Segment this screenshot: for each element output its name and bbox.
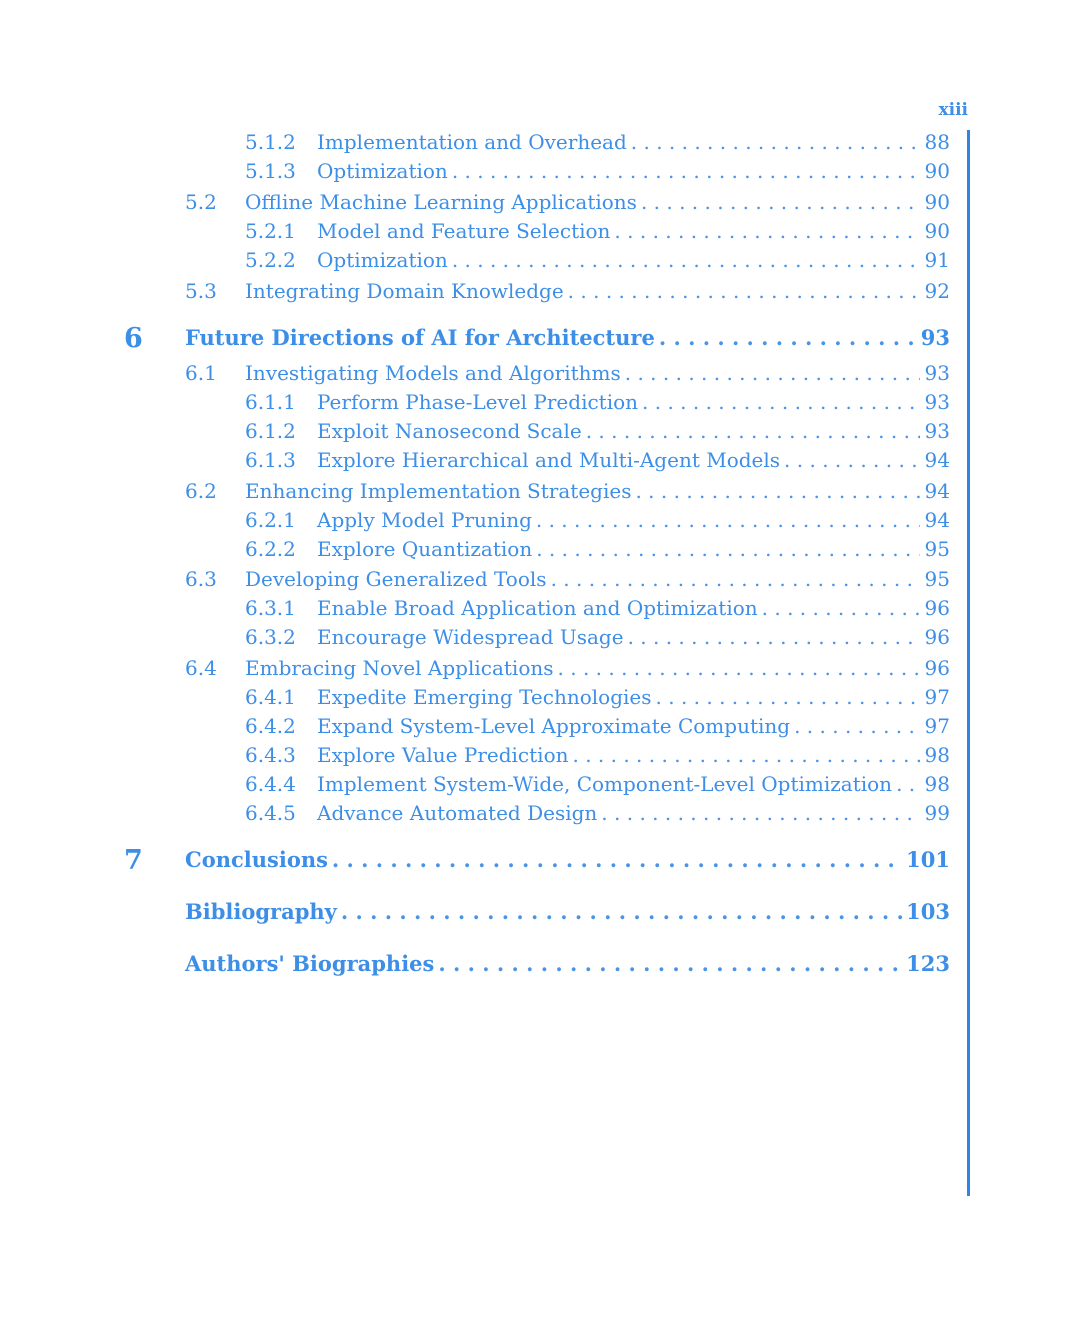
toc-entry[interactable] — [317, 682, 950, 712]
entry-page: 90 — [924, 219, 950, 243]
toc-entry[interactable] — [317, 593, 950, 623]
dot-leader — [628, 622, 920, 652]
entry-page: 93 — [920, 325, 950, 350]
toc-entry[interactable] — [317, 445, 950, 475]
dot-leader — [438, 949, 902, 979]
entry-title: Implement System-Wide, Component-Level Optimization — [317, 772, 893, 796]
entry-title: Enhancing Implementation Strategies — [245, 479, 632, 503]
entry-page: 95 — [924, 567, 950, 591]
entry-title: Model and Feature Selection — [317, 219, 611, 243]
dot-leader — [586, 416, 920, 446]
dot-leader — [625, 358, 920, 388]
entry-number: 6.1.2 — [245, 419, 296, 443]
dot-leader — [551, 564, 920, 594]
entry-number: 6.3 — [185, 567, 217, 591]
entry-number: 5.2 — [185, 190, 217, 214]
entry-page: 91 — [924, 248, 950, 272]
entry-number: 6.4.5 — [245, 801, 296, 825]
toc-entry[interactable] — [317, 769, 950, 799]
chapter-title: Future Directions of AI for Architecture — [185, 325, 655, 350]
entry-page: 99 — [924, 801, 950, 825]
entry-page: 95 — [924, 537, 950, 561]
entry-page: 103 — [906, 899, 950, 924]
entry-number: 5.1.3 — [245, 159, 296, 183]
entry-page: 93 — [924, 419, 950, 443]
dot-leader — [659, 323, 917, 353]
toc-entry[interactable] — [245, 276, 950, 306]
toc-entry[interactable] — [317, 622, 950, 652]
entry-title: Apply Model Pruning — [317, 508, 532, 532]
dot-leader — [341, 897, 902, 927]
toc-entry[interactable] — [317, 740, 950, 770]
toc-entry[interactable] — [317, 798, 950, 828]
entry-title: Implementation and Overhead — [317, 130, 627, 154]
entry-number: 6.2.2 — [245, 537, 296, 561]
toc-entry[interactable] — [245, 476, 950, 506]
entry-page: 123 — [906, 951, 950, 976]
entry-number: 6.1.3 — [245, 448, 296, 472]
toc-entry[interactable] — [317, 127, 950, 157]
entry-page: 96 — [924, 596, 950, 620]
margin-rule — [967, 130, 970, 1196]
entry-title: Explore Quantization — [317, 537, 533, 561]
toc-entry[interactable] — [317, 387, 950, 417]
dot-leader — [614, 216, 920, 246]
entry-number: 6.4.4 — [245, 772, 296, 796]
toc-entry[interactable] — [245, 653, 950, 683]
dot-leader — [656, 682, 920, 712]
chapter-number: 6 — [124, 323, 143, 354]
dot-leader — [631, 127, 920, 157]
entry-page: 92 — [924, 279, 950, 303]
toc-bibliography-entry[interactable] — [185, 897, 950, 927]
toc-entry[interactable] — [317, 245, 950, 275]
entry-page: 101 — [906, 847, 950, 872]
biographies-title: Authors' Biographies — [185, 951, 435, 976]
dot-leader — [572, 740, 920, 770]
entry-title: Developing Generalized Tools — [245, 567, 547, 591]
toc-entry[interactable] — [317, 711, 950, 741]
page-number: xiii — [938, 100, 968, 120]
dot-leader — [642, 387, 920, 417]
toc-entry[interactable] — [317, 216, 950, 246]
dot-leader — [452, 156, 920, 186]
entry-title: Embracing Novel Applications — [245, 656, 554, 680]
entry-page: 90 — [924, 159, 950, 183]
entry-page: 96 — [924, 625, 950, 649]
entry-title: Perform Phase-Level Prediction — [317, 390, 639, 414]
chapter-number: 7 — [124, 845, 143, 876]
entry-page: 98 — [924, 772, 950, 796]
dot-leader — [536, 534, 920, 564]
entry-page: 90 — [924, 190, 950, 214]
dot-leader — [794, 711, 920, 741]
entry-title: Exploit Nanosecond Scale — [317, 419, 582, 443]
entry-page: 94 — [924, 479, 950, 503]
toc-entry[interactable] — [317, 505, 950, 535]
toc-entry[interactable] — [317, 156, 950, 186]
entry-page: 97 — [924, 714, 950, 738]
dot-leader — [896, 769, 920, 799]
entry-number: 6.4.1 — [245, 685, 296, 709]
dot-leader — [536, 505, 920, 535]
toc-entry[interactable] — [245, 187, 950, 217]
entry-number: 6.3.2 — [245, 625, 296, 649]
dot-leader — [601, 798, 920, 828]
entry-number: 5.2.1 — [245, 219, 296, 243]
entry-title: Expand System-Level Approximate Computing — [317, 714, 791, 738]
entry-number: 6.3.1 — [245, 596, 296, 620]
entry-title: Advance Automated Design — [317, 801, 598, 825]
entry-title: Encourage Widespread Usage — [317, 625, 624, 649]
entry-page: 96 — [924, 656, 950, 680]
entry-number: 6.2 — [185, 479, 217, 503]
entry-title: Investigating Models and Algorithms — [245, 361, 621, 385]
entry-page: 97 — [924, 685, 950, 709]
dot-leader — [452, 245, 920, 275]
dot-leader — [332, 845, 902, 875]
dot-leader — [641, 187, 920, 217]
entry-page: 98 — [924, 743, 950, 767]
dot-leader — [568, 276, 920, 306]
chapter-title: Conclusions — [185, 847, 328, 872]
toc-chapter-entry[interactable] — [185, 845, 950, 875]
entry-page: 93 — [924, 361, 950, 385]
entry-title: Expedite Emerging Technologies — [317, 685, 652, 709]
dot-leader — [635, 476, 920, 506]
entry-title: Optimization — [317, 159, 448, 183]
entry-number: 6.4 — [185, 656, 217, 680]
entry-number: 5.2.2 — [245, 248, 296, 272]
toc-entry[interactable] — [245, 358, 950, 388]
entry-page: 94 — [924, 448, 950, 472]
entry-number: 6.4.3 — [245, 743, 296, 767]
toc-entry[interactable] — [317, 416, 950, 446]
toc-entry[interactable] — [317, 534, 950, 564]
entry-number: 5.1.2 — [245, 130, 296, 154]
toc-biographies-entry[interactable] — [185, 949, 950, 979]
entry-page: 94 — [924, 508, 950, 532]
entry-number: 6.2.1 — [245, 508, 296, 532]
entry-page: 88 — [924, 130, 950, 154]
entry-title: Integrating Domain Knowledge — [245, 279, 564, 303]
entry-title: Enable Broad Application and Optimization — [317, 596, 758, 620]
entry-title: Explore Hierarchical and Multi-Agent Models — [317, 448, 781, 472]
dot-leader — [558, 653, 920, 683]
dot-leader — [762, 593, 920, 623]
dot-leader — [784, 445, 920, 475]
entry-number: 5.3 — [185, 279, 217, 303]
entry-title: Offline Machine Learning Applications — [245, 190, 637, 214]
entry-title: Optimization — [317, 248, 448, 272]
entry-number: 6.1.1 — [245, 390, 296, 414]
toc-entry[interactable] — [245, 564, 950, 594]
bibliography-title: Bibliography — [185, 899, 337, 924]
entry-title: Explore Value Prediction — [317, 743, 569, 767]
toc-chapter-entry[interactable] — [185, 323, 950, 353]
entry-number: 6.4.2 — [245, 714, 296, 738]
entry-number: 6.1 — [185, 361, 217, 385]
entry-page: 93 — [924, 390, 950, 414]
